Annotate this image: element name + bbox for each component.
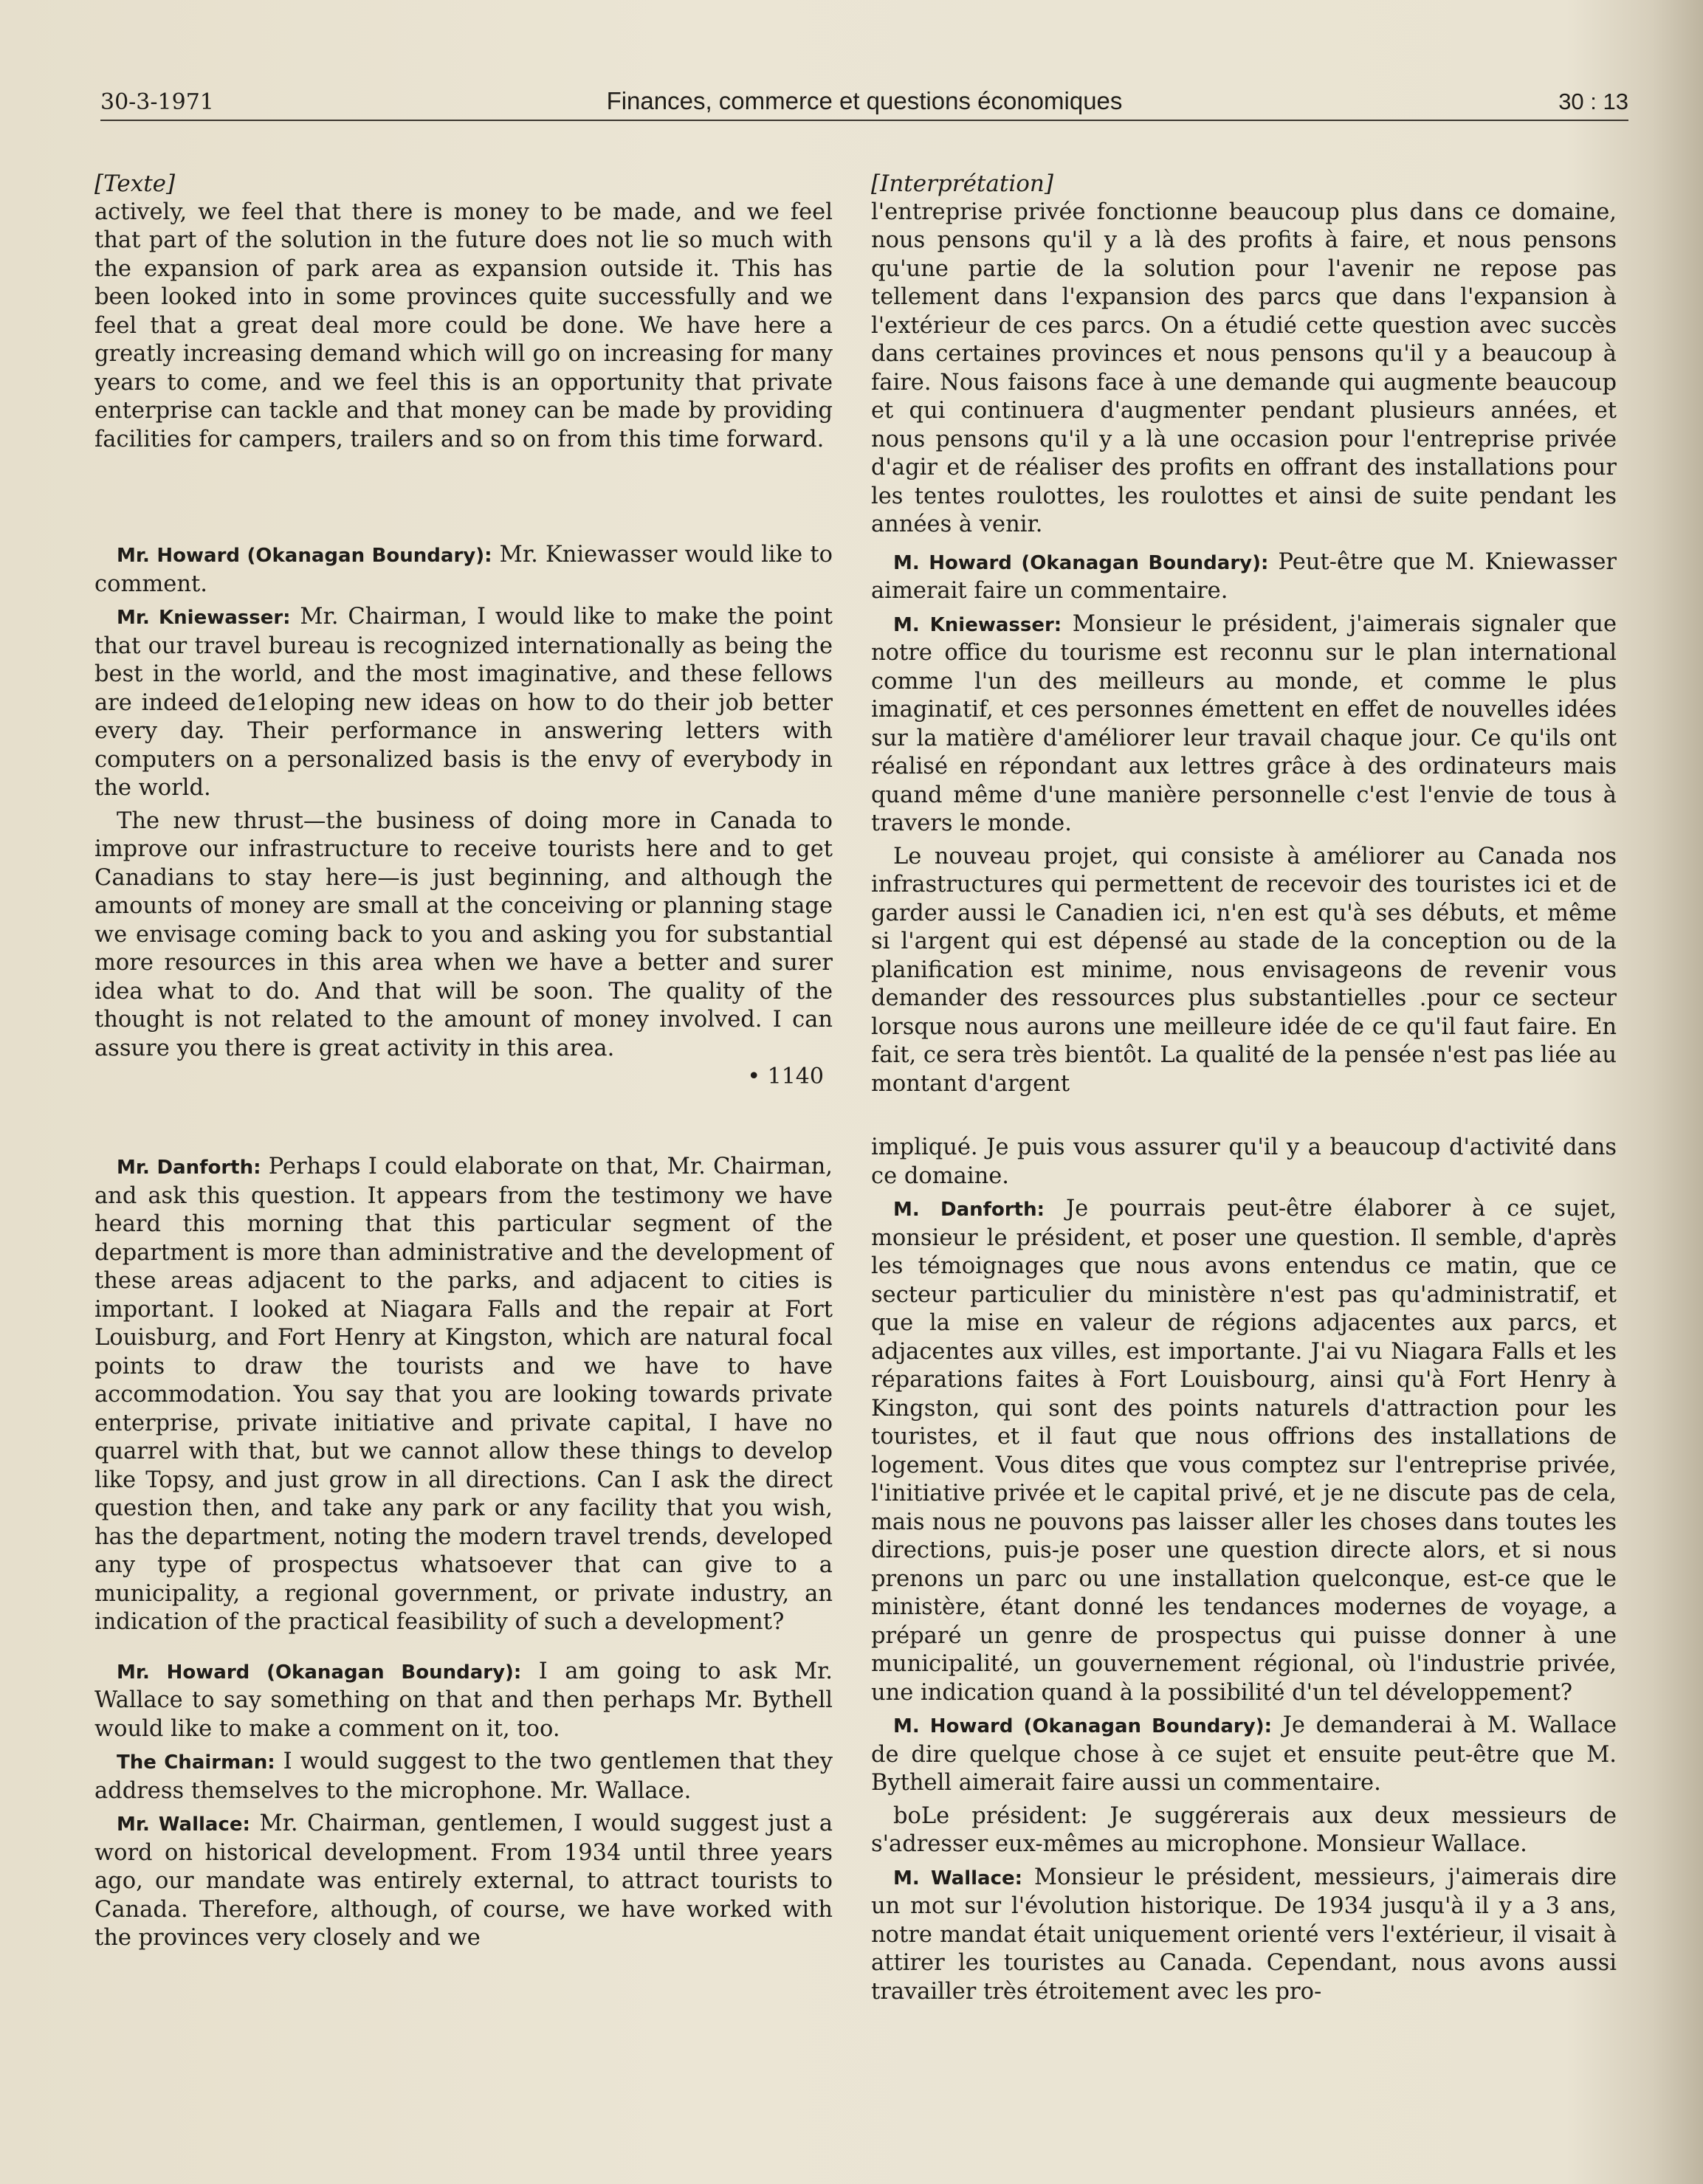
speaker-name: M. Wallace:	[893, 1867, 1023, 1890]
speaker-name: Mr. Howard (Okanagan Boundary):	[117, 545, 492, 567]
paragraph	[871, 610, 1617, 838]
paragraph	[94, 1658, 833, 1744]
french-column	[871, 170, 1617, 2006]
speaker-name: M. Howard (Okanagan Boundary):	[893, 1715, 1272, 1737]
paragraph	[94, 603, 833, 803]
speech-text: Monsieur le président, j'aimerais signaler que notre office du tourisme est reconnu sur le plan international comme l'un des meilleurs au monde, et comme le plus imaginatif, et ces personnes émettent en effet de nouvelles idées sur la matière d'améliorer leur travail chaque jour. Ce qu'ils ont réalisé en répondant aux lettres grâce à des ordinateurs mais quand même d'une manière personnelle c'est l'envie de tous à travers le monde.	[871, 610, 1617, 836]
paragraph	[94, 541, 833, 599]
speech-text: Mr. Kniewasser would like to comment.	[94, 542, 833, 597]
paragraph	[871, 1864, 1617, 2007]
paragraph: impliqué. Je puis vous assurer qu'il y a beaucoup d'activité dans ce domaine.	[871, 1134, 1617, 1189]
speaker-name: The Chairman:	[117, 1751, 275, 1774]
paragraph: boLe président: Je suggérerais aux deux messieurs de s'adresser eux-mêmes au microphone. Monsieur Wallace.	[871, 1802, 1617, 1857]
paragraph	[871, 1195, 1617, 1707]
speaker-name: M. Kniewasser:	[893, 613, 1062, 636]
speaker-name: Mr. Danforth:	[117, 1157, 261, 1179]
interpretation-tag: [Interprétation]	[871, 170, 1053, 197]
header-page-number: 30 : 13	[1558, 89, 1628, 114]
header-title: Finances, commerce et questions économiques	[606, 87, 1123, 114]
paragraph: actively, we feel that there is money to be made, and we feel that part of the solution in the future does not lie so much with the expansion of park area as expansion outside it. This has been looked into in some provinces quite successfully and we feel that a great deal more could be done. We have here a greatly increasing demand which will go on increasing for many years to come, and we feel this is an opportunity that private enterprise can tackle and that money can be made by providing facilities for campers, trailers and so on from this time forward.	[94, 199, 833, 452]
speech-text: I would suggest to the two gentlemen that they address themselves to the microphone. Mr. Wallace.	[94, 1749, 833, 1804]
text-tag: [Texte]	[94, 170, 176, 197]
speech-text: Mr. Chairman, gentlemen, I would suggest just a word on historical development. From 1934 until three years ago, our mandate was entirely external, to attract tourists to Canada. Therefore, although, of course, we have worked with the provinces very closely and we	[94, 1811, 833, 1951]
paragraph	[94, 1748, 833, 1805]
speech-text: Je demanderai à M. Wallace de dire quelque chose à ce sujet et ensuite peut-être que M. Bythell aimerait faire aussi un commentaire.	[871, 1712, 1617, 1796]
english-column	[94, 170, 833, 1953]
paragraph: Le nouveau projet, qui consiste à améliorer au Canada nos infrastructures qui permettent de recevoir des touristes ici et de garder aussi le Canadien ici, n'en est qu'à ses débuts, et même si l'argent qui est dépensé au stade de la conception ou de la planification est minime, nous envisageons de revenir vous demander des ressources plus substantielles .pour ce secteur lorsque nous aurons une meilleure idée de ce qu'il faut faire. En fait, ce sera très bientôt. La qualité de la pensée n'est pas liée au montant d'argent	[871, 843, 1617, 1097]
paragraph	[94, 1810, 833, 1953]
speaker-name: M. Howard (Okanagan Boundary):	[893, 551, 1269, 574]
speaker-name: Mr. Kniewasser:	[117, 607, 291, 629]
timestamp: • 1140	[747, 1064, 824, 1089]
speech-text: I am going to ask Mr. Wallace to say something on that and then perhaps Mr. Bythell would like to make a comment on it, too.	[94, 1658, 833, 1742]
speech-text: Je pourrais peut-être élaborer à ce sujet, monsieur le président, et poser une question. Il semble, d'après les témoignages que nous avons entendus ce matin, que ce secteur particulier du ministère n'est pas qu'administratif, et que la mise en valeur de régions adjacentes aux parcs, et adjacentes aux villes, est importante. J'ai vu Niagara Falls et les réparations faites à Fort Louisbourg, ainsi qu'à Fort Henry à Kingston, qui sont des points naturels d'attraction pour les touristes, et il faut que nous offrions des installations de logement. Vous dites que vous comptez sur l'entreprise privée, l'initiative privée et le capital privé, et je ne discute pas de cela, mais nous ne pouvons pas laisser aller les choses dans toutes les directions, puis-je poser une question directe alors, et si nous prenons un parc ou une installation quelconque, est-ce que le ministère, étant donné les tendances modernes de voyage, a préparé un genre de prospectus qui puisse donner à une municipalité, un gouvernement régional, où l'industrie privée, une indication quand à la possibilité d'un tel développement?	[871, 1196, 1617, 1706]
speech-text: Peut-être que M. Kniewasser aimerait faire un commentaire.	[871, 548, 1617, 604]
header-date: 30-3-1971	[100, 89, 214, 115]
speaker-name: Mr. Wallace:	[117, 1813, 250, 1836]
page-header	[100, 83, 1628, 121]
speaker-name: M. Danforth:	[893, 1199, 1045, 1221]
speech-text: Monsieur le président, messieurs, j'aimerais dire un mot sur l'évolution historique. De 1934 jusqu'à il y a 3 ans, notre mandat était uniquement orienté vers l'extérieur, il visait à attirer les touristes au Canada. Cependant, nous avons aussi travailler très étroitement avec les pro-	[871, 1864, 1617, 2005]
paragraph: The new thrust—the business of doing more in Canada to improve our infrastructure to receive tourists here and to get Canadians to stay here—is just beginning, and although the amounts of money are small at the conceiving or planning stage we envisage coming back to you and asking you for substantial more resources in this area when we have a better and surer idea what to do. And that will be soon. The quality of the thought is not related to the amount of money involved. I can assure you there is great activity in this area.	[94, 807, 833, 1061]
paragraph: l'entreprise privée fonctionne beaucoup plus dans ce domaine, nous pensons qu'il y a là des profits à faire, et nous pensons qu'une partie de la solution pour l'avenir ne repose pas tellement dans l'expansion des parcs que dans l'expansion à l'extérieur de ces parcs. On a étudié cette question avec succès dans certaines provinces et nous pensons qu'il y a beaucoup à faire. Nous faisons face à une demande qui augmente beaucoup et qui continuera d'augmenter pendant plusieurs années, et nous pensons qu'il y a là une occasion pour l'entreprise privée d'agir et de réaliser des profits en offrant des installations pour les tentes roulottes, les roulottes et ainsi de suite pendant les années à venir.	[871, 199, 1617, 537]
paragraph	[871, 1712, 1617, 1798]
paragraph	[871, 548, 1617, 606]
speech-text: Perhaps I could elaborate on that, Mr. Chairman, and ask this question. It appears from the testimony we have heard this morning that this particular segment of the department is more than administrative and the development of these areas adjacent to the parks, and adjacent to cities is important. I looked at Niagara Falls and the repair at Fort Louisburg, and Fort Henry at Kingston, which are natural focal points to draw the tourists and we have to have accommodation. You say that you are looking towards private enterprise, private initiative and private capital, I have no quarrel with that, but we cannot allow these things to develop like Topsy, and just grow in all directions. Can I ask the direct question then, and take any park or any facility that you wish, has the department, noting the modern travel trends, developed any type of prospectus whatsoever that can give to a municipality, a regional government, or private industry, an indication of the practical feasibility of such a development?	[94, 1154, 833, 1635]
paragraph	[94, 1153, 833, 1637]
speech-text: Mr. Chairman, I would like to make the point that our travel bureau is recognized internationally as being the best in the world, and the most imaginative, and these fellows are indeed de1eloping new ideas on how to do their job better every day. Their performance in answering letters with computers on a personalized basis is the envy of everybody in the world.	[94, 604, 833, 801]
speaker-name: Mr. Howard (Okanagan Boundary):	[117, 1661, 522, 1684]
